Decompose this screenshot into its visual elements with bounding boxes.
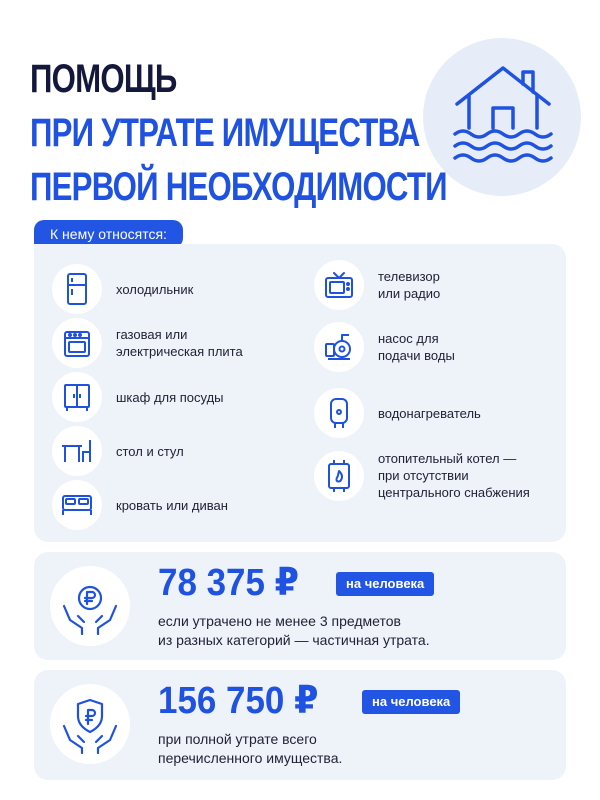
boiler-icon — [324, 459, 354, 493]
water-heater-icon — [325, 396, 353, 430]
payment-description: если утрачено не менее 3 предметов из разных категорий — частичная утрата. — [158, 613, 430, 648]
item-water-pump — [314, 322, 455, 372]
section-label: К нему относятся: — [34, 220, 183, 248]
item-label: насос для подачи воды — [378, 331, 455, 363]
title-line-3: ПЕРВОЙ НЕОБХОДИМОСТИ — [30, 165, 447, 209]
per-person-badge: на человека — [362, 690, 460, 714]
ruble-coin-hands-icon — [60, 576, 120, 636]
flooded-house-illustration — [423, 38, 581, 196]
item-cupboard — [52, 372, 224, 422]
item-label: отопительный котел — при отсутствии центрального снабжения — [378, 451, 530, 500]
item-label: холодильник — [116, 281, 194, 297]
per-person-badge: на человека — [336, 572, 434, 596]
tv-icon — [323, 269, 355, 301]
item-tv — [314, 260, 440, 310]
item-label: газовая или электрическая плита — [116, 327, 243, 359]
refrigerator-icon — [62, 272, 92, 306]
item-refrigerator — [52, 264, 193, 314]
bed-icon — [60, 492, 94, 518]
payment-card-full — [34, 670, 566, 780]
table-chair-icon — [60, 436, 94, 466]
cupboard-icon — [61, 381, 93, 413]
item-label: телевизор или радио — [378, 269, 441, 301]
item-bed — [52, 480, 228, 530]
item-table-chair — [52, 426, 184, 476]
title-line-2: ПРИ УТРАТЕ ИМУЩЕСТВА — [30, 111, 420, 155]
item-label: кровать или диван — [116, 497, 228, 513]
item-label: водонагреватель — [378, 405, 481, 421]
item-label: стол и стул — [116, 443, 184, 459]
items-panel — [34, 244, 566, 542]
stove-icon — [61, 327, 93, 359]
item-stove — [52, 318, 243, 368]
payment-description: при полной утрате всего перечисленного имущества. — [158, 731, 343, 766]
flooded-house-icon — [451, 60, 555, 172]
ruble-shield-hands-icon — [60, 694, 120, 754]
payment-amount: 156 750 ₽ — [158, 680, 319, 722]
payment-card-partial — [34, 552, 566, 660]
item-water-heater — [314, 388, 481, 438]
title-line-1: ПОМОЩЬ — [30, 57, 177, 101]
water-pump-icon — [322, 330, 356, 364]
item-label: шкаф для посуды — [116, 389, 224, 405]
item-boiler — [314, 450, 530, 501]
payment-amount: 78 375 ₽ — [158, 562, 299, 604]
